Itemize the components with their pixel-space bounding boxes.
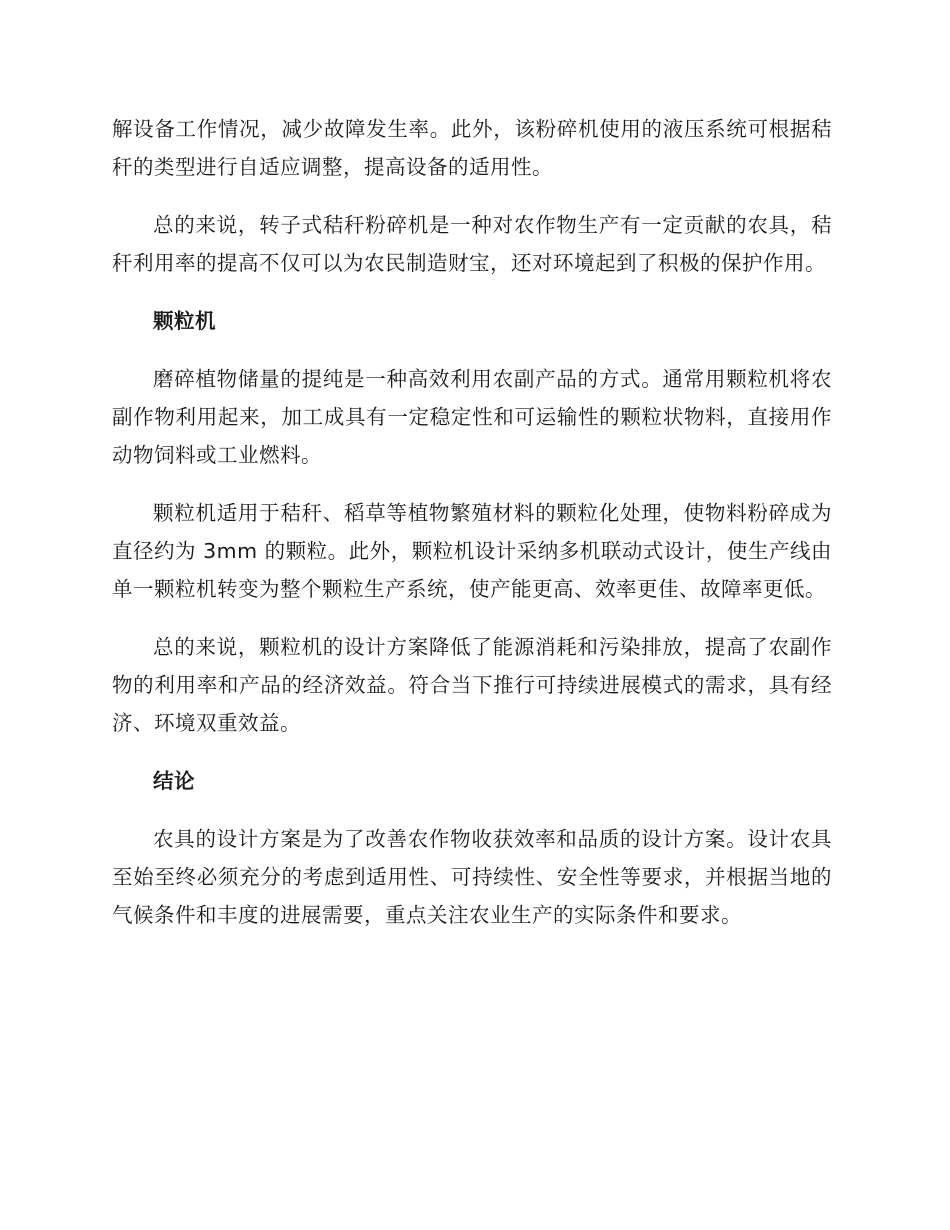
document-page <box>112 110 832 954</box>
paragraph-conclusion: 农具的设计方案是为了改善农作物收获效率和品质的设计方案。设计农具至始至终必须充分的考虑到适用性、可持续性、安全性等要求，并根据当地的气候条件和丰度的进展需要，重点关注农业生产的实际条件和要求。 <box>112 827 832 927</box>
paragraph-continued: 解设备工作情况，减少故障发生率。此外，该粉碎机使用的液压系统可根据秸秆的类型进行自适应调整，提高设备的适用性。 <box>112 117 832 179</box>
paragraph-pellet-details: 颗粒机适用于秸秆、稻草等植物繁殖材料的颗粒化处理，使物料粉碎成为直径约为 3mm 的颗粒。此外，颗粒机设计采纳多机联动式设计，使生产线由单一颗粒机转变为整个颗粒生产系统，使产能更高、效率更佳、故障率更低。 <box>112 501 832 601</box>
paragraph-pellet-summary: 总的来说，颗粒机的设计方案降低了能源消耗和污染排放，提高了农副作物的利用率和产品的经济效益。符合当下推行可持续进展模式的需求，具有经济、环境双重效益。 <box>112 635 832 735</box>
section-heading-conclusion: 结论 <box>153 769 195 793</box>
section-heading-pellet-machine: 颗粒机 <box>153 309 216 333</box>
paragraph-pellet-intro: 磨碎植物储量的提纯是一种高效利用农副产品的方式。通常用颗粒机将农副作物利用起来，加工成具有一定稳定性和可运输性的颗粒状物料，直接用作动物饲料或工业燃料。 <box>112 367 832 467</box>
paragraph-summary-crusher: 总的来说，转子式秸秆粉碎机是一种对农作物生产有一定贡献的农具，秸秆利用率的提高不仅可以为农民制造财宝，还对环境起到了积极的保护作用。 <box>112 213 832 275</box>
